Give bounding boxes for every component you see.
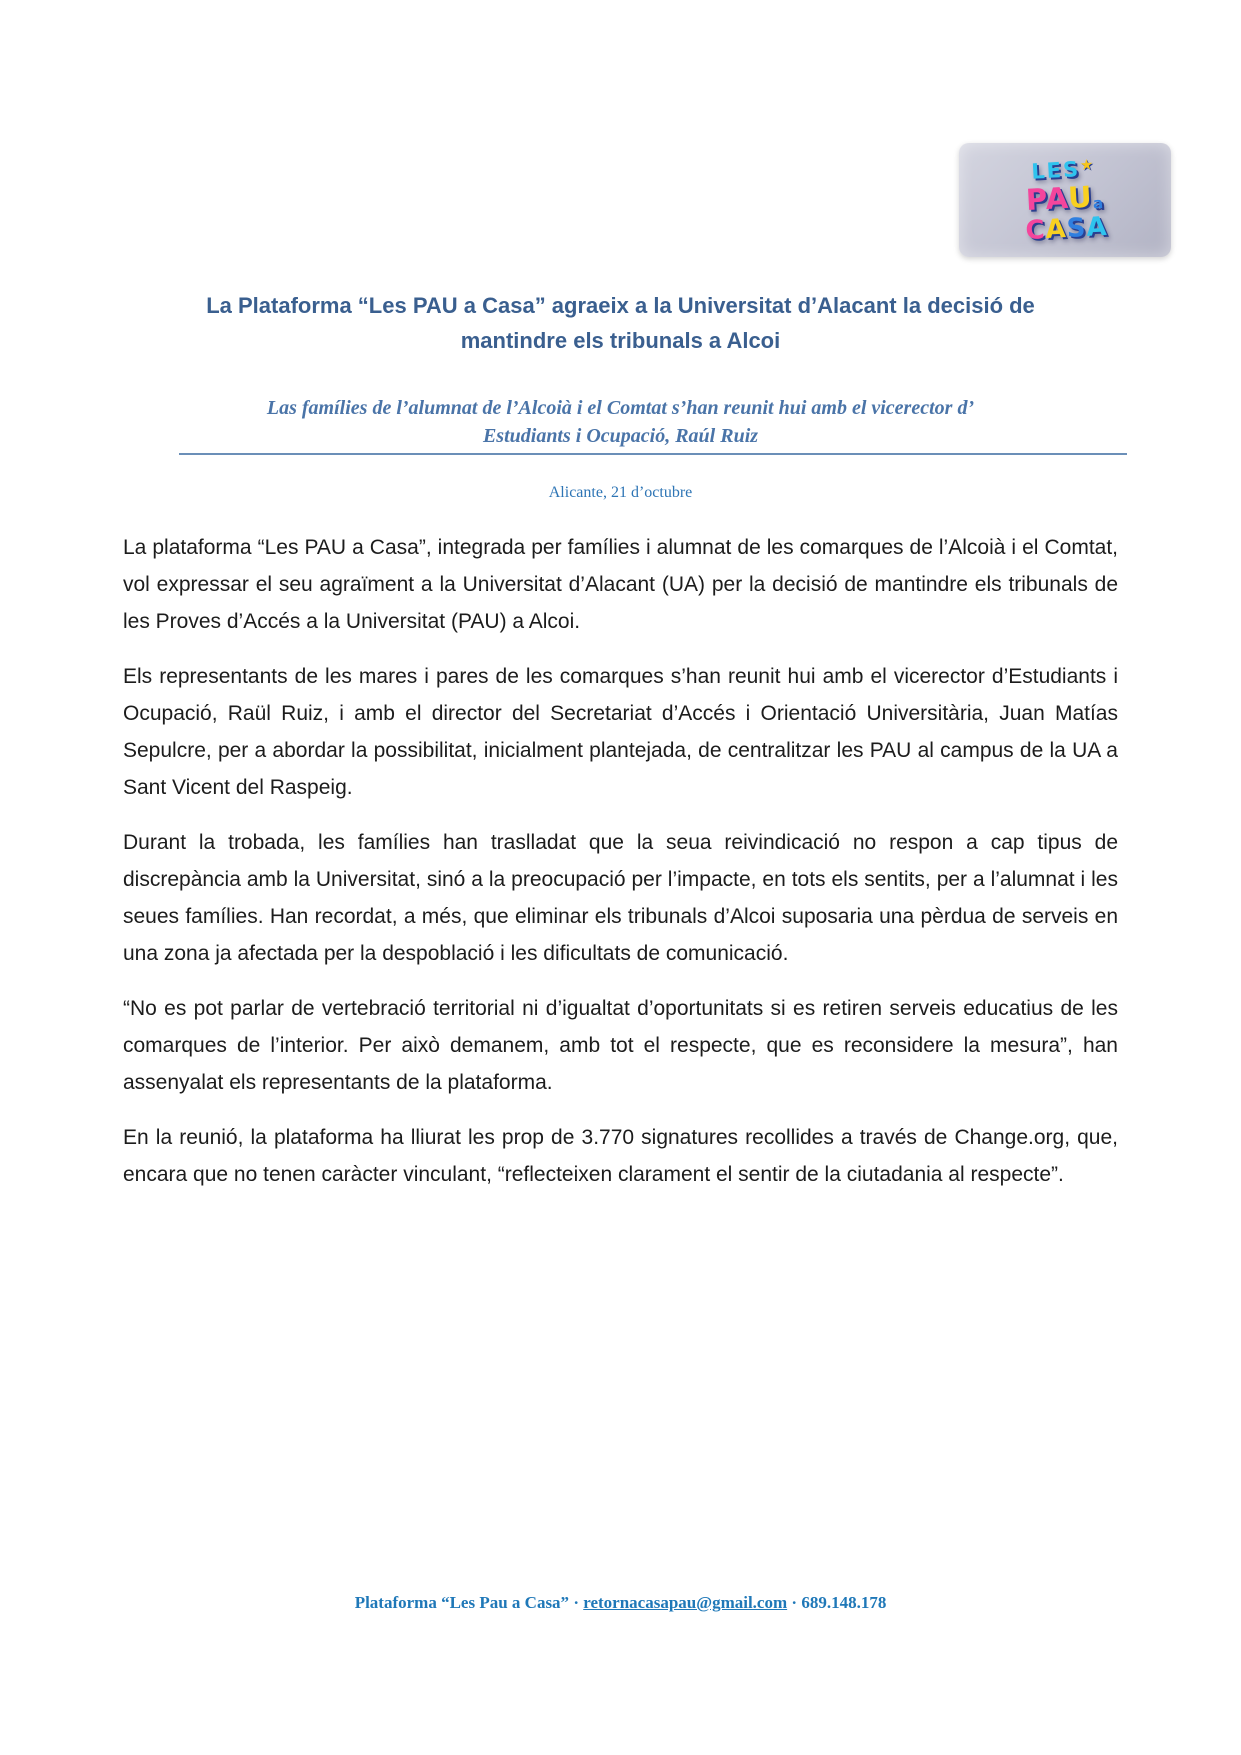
logo-letter: C bbox=[1024, 214, 1047, 246]
footer-separator: · bbox=[791, 1593, 798, 1612]
document-content bbox=[123, 288, 1118, 1211]
logo-letter: P bbox=[1025, 181, 1047, 217]
body-paragraph: La plataforma “Les PAU a Casa”, integrada per famílies i alumnat de les comarques de l’Alcoià i el Comtat, vol expressar el seu agraïment a la Universitat d’Alacant (UA) per la decisió de mantindre els tribunals de les Proves d’Accés a la Universitat (PAU) a Alcoi. bbox=[123, 536, 1118, 633]
logo-letter: A bbox=[1085, 211, 1109, 243]
logo-letter: S bbox=[1065, 212, 1088, 244]
page-title-line-1: La Plataforma “Les PAU a Casa” agraeix a la Universitat d’Alacant la decisió de bbox=[206, 293, 1035, 318]
logo-letter: L bbox=[1030, 158, 1048, 184]
page-title-line-2: mantindre els tribunals a Alcoi bbox=[460, 328, 781, 353]
subtitle bbox=[123, 394, 1118, 450]
body-paragraph: En la reunió, la plataforma ha lliurat les prop de 3.770 signatures recollides a través de Change.org, que, encara que no tenen caràcter vinculant, “reflecteixen clarament el sentir de la ciutadania al respecte”. bbox=[123, 1126, 1118, 1186]
page-footer bbox=[0, 1593, 1241, 1613]
subtitle-line-1: Las famílies de l’alumnat de l’Alcoià i el Comtat s’han reunit hui amb el vicerector d’ bbox=[266, 397, 975, 419]
footer-separator: · bbox=[573, 1593, 579, 1612]
logo-letter: A bbox=[1044, 180, 1069, 216]
star-icon: ★ bbox=[1079, 154, 1096, 174]
logo-row-les bbox=[1022, 156, 1105, 182]
body-paragraph: Els representants de les mares i pares de les comarques s’han reunit hui amb el vicerector d’Estudiants i Ocupació, Raül Ruiz, i amb el director del Secretariat d’Accés i Orientació Universitària, Juan Matías Sepulcre, per a abordar la possibilitat, inicialment plantejada, de centralitzar les PAU al campus de la UA a Sant Vicent del Raspeig. bbox=[123, 665, 1118, 799]
logo-letter: E bbox=[1046, 157, 1064, 183]
dateline: Alicante, 21 d’octubre bbox=[548, 484, 693, 501]
body-paragraph: “No es pot parlar de vertebració territorial ni d’igualtat d’oportunitats si es retiren serveis educatius de les comarques de l’interior. Per això demanem, amb tot el respecte, que es reconsidere la mesura”, han assenyalat els representants de la plataforma. bbox=[123, 997, 1118, 1094]
subtitle-line-2: Estudiants i Ocupació, Raúl Ruiz bbox=[482, 425, 759, 447]
header-divider bbox=[179, 453, 1127, 455]
logo-row-pau bbox=[1023, 179, 1106, 217]
footer-email-link[interactable]: retornacasapau@gmail.com bbox=[583, 1593, 788, 1612]
logo-letter: S bbox=[1062, 156, 1081, 182]
logo-row-casa bbox=[1024, 211, 1109, 246]
logo-letter: a bbox=[1092, 193, 1105, 213]
footer-org: Plataforma “Les Pau a Casa” bbox=[354, 1593, 570, 1612]
logo-letter: A bbox=[1044, 213, 1068, 245]
body-paragraph: Durant la trobada, les famílies han traslladat que la seua reivindicació no respon a cap tipus de discrepància amb la Universitat, sinó a la preocupació per l’impacte, en tots els sentits, per a l’alumnat i les seues famílies. Han recordat, a més, que eliminar els tribunals d’Alcoi suposaria una pèrdua de serveis en una zona ja afectada per la despoblació i les dificultats de comunicació. bbox=[123, 831, 1118, 965]
logo-letter: U bbox=[1067, 179, 1094, 215]
logo-bubble-text bbox=[1022, 154, 1109, 246]
les-pau-a-casa-logo bbox=[959, 143, 1171, 257]
footer-phone: 689.148.178 bbox=[801, 1593, 887, 1612]
article-body bbox=[123, 529, 1118, 1193]
